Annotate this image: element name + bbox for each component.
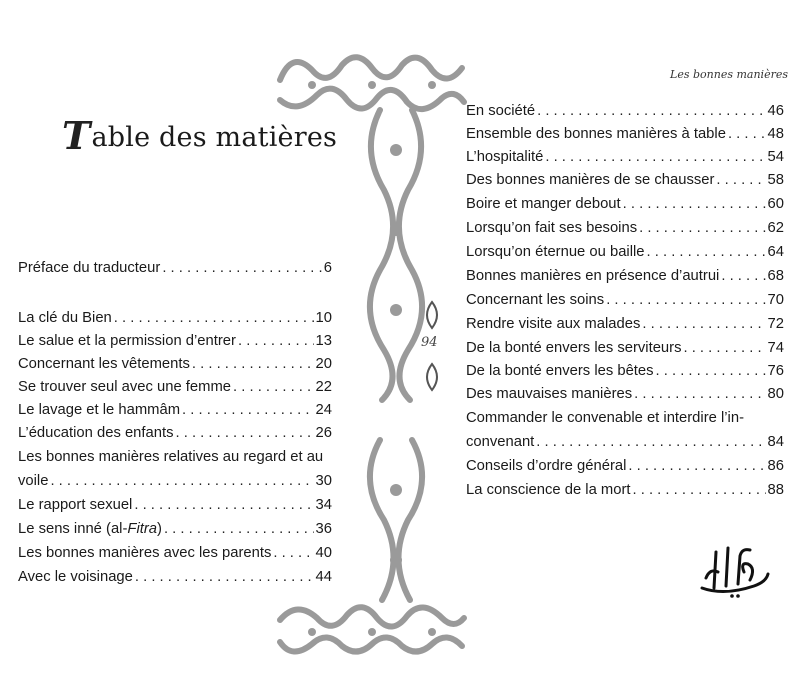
- toc-entry[interactable]: Ensemble des bonnes manières à table . . . 48: [466, 126, 784, 142]
- toc-entry[interactable]: Lorsqu’on fait ses besoins . . . 62: [466, 220, 784, 236]
- title-text: able des matières: [91, 122, 338, 153]
- toc-entry[interactable]: Des bonnes manières de se chausser . . . 58: [466, 172, 784, 188]
- running-head: Les bonnes manières: [670, 68, 788, 81]
- toc-entry[interactable]: Les bonnes manières avec les parents . . . 40: [18, 545, 332, 561]
- toc-entry[interactable]: Le sens inné (al-Fitra) . . . 36: [18, 521, 332, 537]
- toc-entry[interactable]: Lorsqu’on éternue ou baille . . . 64: [466, 244, 784, 260]
- toc-entry-line1[interactable]: Commander le convenable et interdire l’in-: [466, 410, 744, 426]
- toc-entry[interactable]: Concernant les soins . . . 70: [466, 292, 784, 308]
- toc-entry[interactable]: De la bonté envers les bêtes . . . 76: [466, 363, 784, 379]
- toc-entry[interactable]: Concernant les vêtements . . . 20: [18, 356, 332, 372]
- toc-entry[interactable]: Le lavage et le hammâm . . . 24: [18, 402, 332, 418]
- calligraphy-icon: [694, 538, 774, 602]
- toc-entry[interactable]: Conseils d’ordre général . . . 86: [466, 458, 784, 474]
- toc-entry[interactable]: Des mauvaises manières . . . 80: [466, 386, 784, 402]
- toc-entry[interactable]: Se trouver seul avec une femme . . . 22: [18, 379, 332, 395]
- toc-entry[interactable]: Avec le voisinage . . . 44: [18, 569, 332, 585]
- toc-entry[interactable]: Boire et manger debout . . . 60: [466, 196, 784, 212]
- page-title: [62, 110, 338, 158]
- toc-entry-line1[interactable]: Les bonnes manières relatives au regard et au: [18, 449, 324, 465]
- toc-entry[interactable]: voile . . . 30: [18, 473, 332, 489]
- toc-entry[interactable]: Le rapport sexuel . . . 34: [18, 497, 332, 513]
- toc-entry[interactable]: Le salue et la permission d’entrer . . . 13: [18, 333, 332, 349]
- toc-entry[interactable]: La clé du Bien . . . 10: [18, 310, 332, 326]
- page-number: 94: [421, 335, 438, 350]
- toc-entry[interactable]: Rendre visite aux malades . . . 72: [466, 316, 784, 332]
- toc-entry[interactable]: Préface du traducteur . . . 6: [18, 260, 332, 276]
- title-initial: T: [62, 113, 91, 158]
- toc-entry[interactable]: L’hospitalité . . . 54: [466, 149, 784, 165]
- toc-entry[interactable]: convenant . . . 84: [466, 434, 784, 450]
- toc-entry[interactable]: De la bonté envers les serviteurs . . . 74: [466, 340, 784, 356]
- toc-entry[interactable]: La conscience de la mort . . . 88: [466, 482, 784, 498]
- toc-entry[interactable]: L’éducation des enfants . . . 26: [18, 425, 332, 441]
- toc-entry[interactable]: Bonnes manières en présence d’autrui . . . 68: [466, 268, 784, 284]
- toc-entry[interactable]: En société . . . 46: [466, 103, 784, 119]
